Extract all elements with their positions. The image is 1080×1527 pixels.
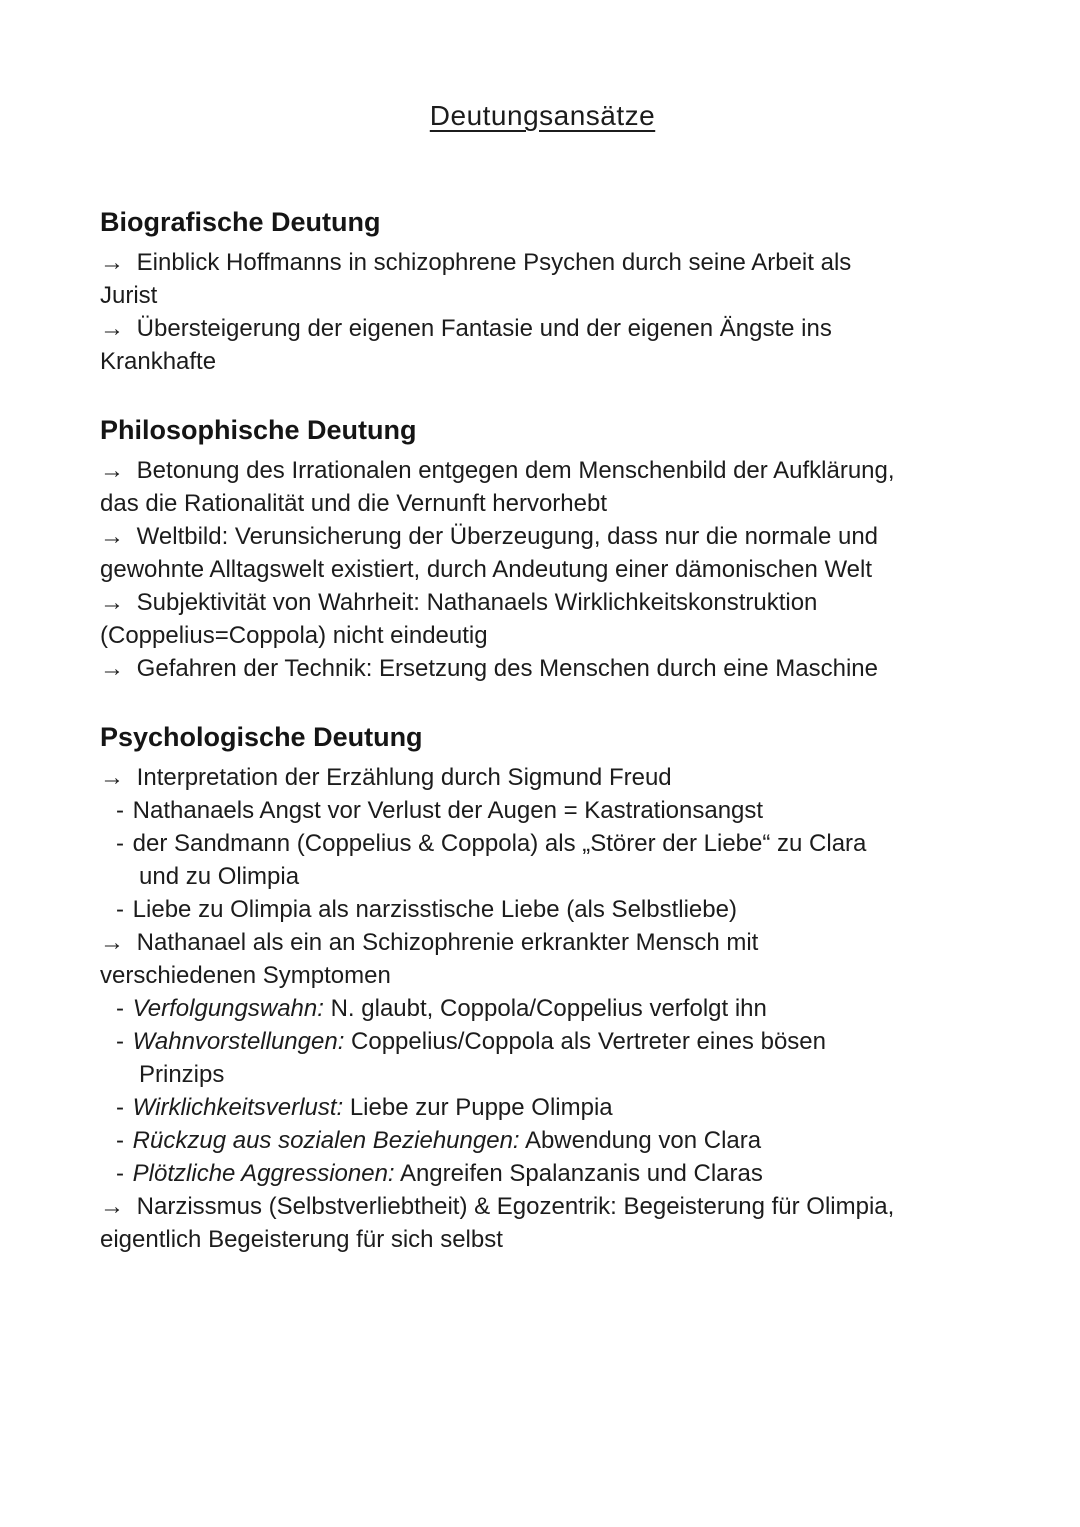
list-item — [100, 1190, 985, 1256]
item-line — [100, 926, 985, 959]
item-line — [100, 652, 985, 685]
arrow-bullet-icon: → — [100, 764, 124, 791]
document-title — [100, 96, 985, 136]
dash-bullet-icon: - — [116, 830, 124, 857]
dash-bullet-icon: - — [116, 1094, 124, 1121]
list-item — [100, 586, 985, 652]
item-line — [100, 1190, 985, 1223]
list-item — [100, 246, 985, 312]
list-item — [100, 926, 985, 992]
arrow-bullet-icon: → — [100, 655, 124, 682]
section-heading: Psychologische Deutung — [100, 722, 423, 752]
dash-bullet-icon: - — [116, 1028, 124, 1055]
dash-bullet-icon: - — [116, 1127, 124, 1154]
dash-bullet-icon: - — [116, 995, 124, 1022]
arrow-bullet-icon: → — [100, 523, 124, 550]
dash-bullet-icon: - — [116, 1160, 124, 1187]
item-text: Liebe zu Olimpia als narzisstische Liebe (als Selbstliebe) — [132, 896, 737, 923]
item-text: Abwendung von Clara — [524, 1127, 762, 1154]
section-psychologische-deutung — [100, 719, 985, 1256]
item-line — [100, 312, 985, 345]
section-biografische-deutung — [100, 204, 985, 378]
symptom-label: Wahnvorstellungen: — [132, 1028, 345, 1055]
section-heading: Biografische Deutung — [100, 207, 381, 237]
item-line: Krankhafte — [100, 348, 217, 375]
item-text: Narzissmus (Selbstverliebtheit) & Egozentrik: Begeisterung für Olimpia, — [136, 1193, 895, 1220]
item-line: und zu Olimpia — [139, 863, 300, 890]
arrow-bullet-icon: → — [100, 249, 124, 276]
item-line — [100, 794, 985, 827]
list-item — [100, 827, 985, 893]
dash-bullet-icon: - — [116, 797, 124, 824]
item-text: Liebe zur Puppe Olimpia — [349, 1094, 613, 1121]
symptom-label: Plötzliche Aggressionen: — [132, 1160, 395, 1187]
list-item — [100, 454, 985, 520]
item-line: eigentlich Begeisterung für sich selbst — [100, 1226, 503, 1253]
item-text: N. glaubt, Coppola/Coppelius verfolgt ihn — [330, 995, 767, 1022]
item-line — [100, 893, 985, 926]
list-item — [100, 652, 985, 685]
item-line — [100, 1091, 985, 1124]
item-line — [100, 246, 985, 279]
item-text: Nathanael als ein an Schizophrenie erkrankter Mensch mit — [136, 929, 759, 956]
list-item — [100, 761, 985, 794]
arrow-bullet-icon: → — [100, 589, 124, 616]
item-line — [100, 520, 985, 553]
item-line: gewohnte Alltagswelt existiert, durch Andeutung einer dämonischen Welt — [100, 556, 873, 583]
item-line — [100, 1025, 985, 1058]
symptom-label: Rückzug aus sozialen Beziehungen: — [132, 1127, 520, 1154]
section-philosophische-deutung — [100, 412, 985, 685]
list-item — [100, 1025, 985, 1091]
item-line — [100, 761, 985, 794]
item-text: Subjektivität von Wahrheit: Nathanaels Wirklichkeitskonstruktion — [136, 589, 818, 616]
list-item — [100, 1124, 985, 1157]
document-title-text: Deutungsansätze — [429, 100, 656, 131]
item-line — [100, 1124, 985, 1157]
list-item — [100, 1091, 985, 1124]
arrow-bullet-icon: → — [100, 457, 124, 484]
item-text: Interpretation der Erzählung durch Sigmund Freud — [136, 764, 672, 791]
item-text: Nathanaels Angst vor Verlust der Augen = Kastrationsangst — [132, 797, 764, 824]
item-line — [100, 827, 985, 860]
item-line — [100, 454, 985, 487]
arrow-bullet-icon: → — [100, 1193, 124, 1220]
list-item — [100, 992, 985, 1025]
item-text: Weltbild: Verunsicherung der Überzeugung, dass nur die normale und — [136, 523, 879, 550]
section-heading: Philosophische Deutung — [100, 415, 417, 445]
arrow-bullet-icon: → — [100, 929, 124, 956]
list-item — [100, 520, 985, 586]
item-text: Coppelius/Coppola als Vertreter eines bösen — [351, 1028, 826, 1055]
item-line — [100, 586, 985, 619]
arrow-bullet-icon: → — [100, 315, 124, 342]
list-item — [100, 1157, 985, 1190]
item-text: Übersteigerung der eigenen Fantasie und der eigenen Ängste ins — [136, 315, 832, 342]
symptom-label: Verfolgungswahn: — [132, 995, 324, 1022]
item-text: der Sandmann (Coppelius & Coppola) als „Störer der Liebe“ zu Clara — [132, 830, 867, 857]
item-text: Einblick Hoffmanns in schizophrene Psychen durch seine Arbeit als — [136, 249, 852, 276]
symptom-label: Wirklichkeitsverlust: — [132, 1094, 344, 1121]
item-text: Angreifen Spalanzanis und Claras — [399, 1160, 763, 1187]
item-line: Jurist — [100, 282, 158, 309]
item-text: Betonung des Irrationalen entgegen dem Menschenbild der Aufklärung, — [136, 457, 895, 484]
item-line: (Coppelius=Coppola) nicht eindeutig — [100, 622, 488, 649]
item-text: Gefahren der Technik: Ersetzung des Menschen durch eine Maschine — [136, 655, 878, 682]
dash-bullet-icon: - — [116, 896, 124, 923]
list-item — [100, 794, 985, 827]
item-line — [100, 992, 985, 1025]
item-line — [100, 1157, 985, 1190]
item-line: Prinzips — [139, 1061, 225, 1088]
list-item — [100, 312, 985, 378]
list-item — [100, 893, 985, 926]
item-line: verschiedenen Symptomen — [100, 962, 391, 989]
item-line: das die Rationalität und die Vernunft hervorhebt — [100, 490, 608, 517]
